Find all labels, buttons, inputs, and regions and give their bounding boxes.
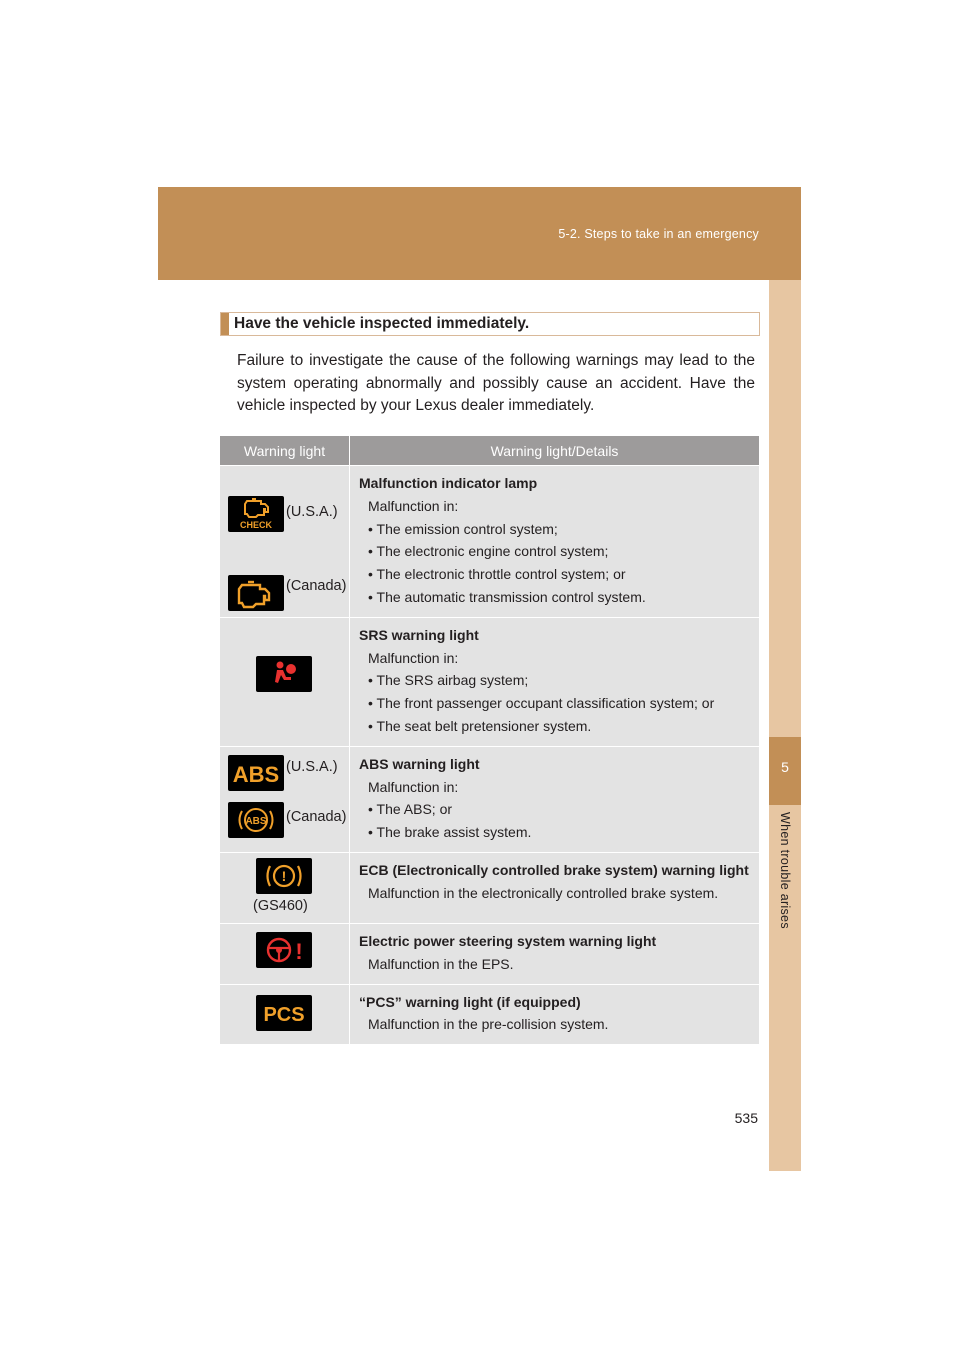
region-label-canada: (Canada)	[286, 808, 347, 825]
details-cell	[350, 984, 760, 1044]
detail-text: Malfunction in the EPS.	[368, 955, 514, 972]
icon-cell	[220, 617, 350, 746]
region-label-canada: (Canada)	[286, 578, 347, 594]
col-header-warning-light: Warning light	[220, 436, 350, 466]
steering-icon-text: !	[295, 938, 303, 964]
detail-bullet: • The brake assist system.	[368, 824, 532, 841]
chapter-title-text: When trouble arises	[778, 812, 792, 929]
details-cell	[350, 923, 760, 984]
detail-text: Malfunction in the pre-collision system.	[368, 1016, 609, 1033]
icon-cell	[220, 984, 350, 1044]
detail-title: “PCS” warning light (if equipped)	[359, 993, 581, 1010]
detail-intro: Malfunction in:	[368, 649, 459, 666]
brake-warning-icon	[256, 858, 312, 894]
page-header	[158, 187, 801, 280]
steering-warning-icon	[256, 932, 312, 968]
detail-title: ECB (Electronically controlled brake system) warning light	[359, 861, 749, 878]
detail-intro: Malfunction in:	[368, 778, 459, 795]
abs-circle-icon-text: ABS	[245, 815, 267, 827]
abs-icon-text: ABS	[232, 761, 280, 787]
table-row	[220, 984, 759, 1044]
detail-title: Electric power steering system warning light	[359, 932, 657, 949]
icon-cell	[220, 852, 350, 923]
details-cell	[350, 617, 760, 746]
chapter-tab	[769, 737, 801, 805]
warning-table	[220, 436, 759, 1044]
detail-intro: Malfunction in:	[368, 497, 459, 514]
abs-circle-icon	[228, 802, 284, 838]
intro-paragraph: Failure to investigate the cause of the following warnings may lead to the system operating abnormally and possibly cause an accident. Have the vehicle inspected by your Lexus dealer immediately.	[237, 352, 755, 415]
details-cell	[350, 746, 760, 852]
table-row	[220, 466, 759, 618]
detail-bullet: • The SRS airbag system;	[368, 672, 529, 689]
region-label-usa: (U.S.A.)	[286, 758, 338, 775]
detail-text: Malfunction in the electronically controlled brake system.	[368, 884, 719, 901]
table-row	[220, 852, 759, 923]
detail-bullet: • The ABS; or	[368, 801, 453, 818]
table-row	[220, 923, 759, 984]
icon-cell	[220, 923, 350, 984]
col-header-details: Warning light/Details	[350, 436, 760, 466]
table-row	[220, 746, 759, 852]
page-number: 535	[734, 1110, 758, 1126]
check-icon-text: CHECK	[239, 520, 273, 530]
icon-cell	[220, 466, 350, 618]
check-engine-icon-canada	[228, 575, 284, 611]
table-row	[220, 617, 759, 746]
detail-bullet: • The seat belt pretensioner system.	[368, 717, 592, 734]
detail-bullet: • The electronic throttle control system; or	[368, 566, 626, 583]
pcs-icon	[256, 995, 312, 1031]
details-cell	[350, 466, 760, 618]
detail-title: ABS warning light	[359, 755, 480, 772]
model-label: (GS460)	[253, 897, 308, 914]
heading-accent	[221, 313, 229, 335]
chapter-title	[769, 812, 801, 952]
detail-title: Malfunction indicator lamp	[359, 475, 538, 491]
side-band	[769, 280, 801, 1171]
icon-cell	[220, 746, 350, 852]
detail-bullet: • The front passenger occupant classification system; or	[368, 695, 715, 712]
section-heading-text: Have the vehicle inspected immediately.	[234, 315, 530, 332]
region-label-usa: (U.S.A.)	[286, 504, 338, 520]
detail-bullet: • The electronic engine control system;	[368, 543, 609, 560]
detail-bullet: • The emission control system;	[368, 520, 558, 537]
check-engine-icon	[228, 496, 284, 532]
brake-icon-text: !	[281, 867, 287, 884]
table-header-row	[220, 436, 759, 466]
section-label: 5-2. Steps to take in an emergency	[558, 227, 759, 241]
srs-airbag-icon	[256, 656, 312, 692]
section-heading	[220, 312, 760, 336]
details-cell	[350, 852, 760, 923]
pcs-icon-text: PCS	[263, 1003, 305, 1026]
chapter-number: 5	[781, 759, 789, 775]
detail-title: SRS warning light	[359, 626, 479, 643]
detail-bullet: • The automatic transmission control system.	[368, 588, 646, 605]
abs-icon	[228, 755, 284, 791]
